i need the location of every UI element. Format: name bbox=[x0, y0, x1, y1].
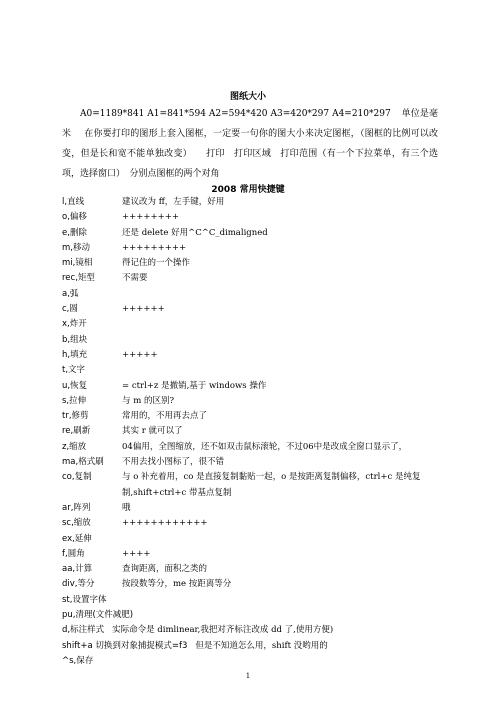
shortcut-command: b,组块 bbox=[62, 334, 88, 345]
shortcut-note: ++++ bbox=[122, 548, 151, 559]
shortcut-note: 与 o 补充着用，co 是直接复制黏贴一起，o 是按距离复制偏移，ctrl+c 是纯复制,shift+ctrl+c 带基点复制 bbox=[122, 472, 421, 498]
paper-size-paragraph bbox=[62, 104, 438, 184]
shortcut-command: shift+a 切换到对象捕捉模式=f3 bbox=[62, 640, 188, 651]
shortcut-note bbox=[122, 608, 442, 623]
shortcut-row bbox=[62, 639, 442, 654]
shortcut-note: 与 m 的区别? bbox=[122, 395, 175, 406]
shortcut-row bbox=[62, 348, 442, 363]
shortcut-command: re,刷新 bbox=[62, 426, 91, 437]
shortcut-command: l,直线 bbox=[62, 197, 85, 207]
shortcut-note: 04偏用，全图缩放，还不如双击鼠标滚轮，不过06中是改成全窗口显示了， bbox=[122, 441, 408, 452]
shortcut-command: div,等分 bbox=[62, 579, 95, 590]
shortcut-command: a,弧 bbox=[62, 288, 79, 299]
shortcut-note: +++++ bbox=[122, 349, 158, 360]
shortcut-row bbox=[62, 363, 442, 378]
shortcut-row bbox=[62, 501, 442, 516]
shortcut-note: 实际命令是 dimlinear,我把对齐标注改成 dd 了,使用方便) bbox=[112, 625, 334, 636]
shortcut-command: m,移动 bbox=[62, 242, 90, 253]
shortcut-row bbox=[62, 302, 442, 317]
shortcut-note: 不用去找小图标了，很不错 bbox=[122, 457, 225, 468]
shortcut-command: st,设置字体 bbox=[62, 594, 107, 605]
shortcut-note: 不需要 bbox=[122, 273, 148, 284]
shortcut-note: ++++++++++++ bbox=[122, 518, 208, 529]
shortcut-note: ++++++++ bbox=[122, 212, 179, 223]
shortcut-note bbox=[122, 317, 442, 332]
shortcut-note bbox=[122, 363, 442, 378]
shortcut-note: 查询距离，面积之类的 bbox=[122, 564, 208, 575]
shortcut-note: 但是不知道怎么用，shift 没哟用的 bbox=[195, 640, 328, 651]
shortcut-note: 常用的，不用再去点了 bbox=[122, 411, 208, 422]
shortcut-note: 其实 r 就可以了 bbox=[122, 426, 183, 437]
shortcut-command: sc,缩放 bbox=[62, 518, 91, 529]
section-title-shortcuts: 2008 常用快捷键 bbox=[211, 185, 285, 195]
shortcut-command: e,删除 bbox=[62, 227, 87, 238]
shortcut-command: z,缩放 bbox=[62, 441, 87, 452]
shortcut-command: ar,阵列 bbox=[62, 502, 91, 513]
shortcut-note bbox=[122, 654, 442, 669]
shortcut-row bbox=[62, 394, 442, 409]
shortcut-note: = ctrl+z 是撤销,基于 windows 操作 bbox=[122, 380, 267, 391]
shortcut-command: pu,清理(文件减肥) bbox=[62, 610, 134, 621]
shortcut-command: x,炸开 bbox=[62, 319, 87, 330]
shortcut-command: ma,格式刷 bbox=[62, 457, 104, 468]
shortcut-command: tr,修剪 bbox=[62, 411, 89, 422]
shortcut-command: ^s,保存 bbox=[62, 655, 94, 666]
shortcut-command: mi,镜相 bbox=[62, 258, 93, 269]
shortcut-row bbox=[62, 424, 442, 439]
shortcut-command: ex,延伸 bbox=[62, 533, 92, 544]
shortcut-note bbox=[122, 532, 442, 547]
shortcut-row bbox=[62, 532, 442, 547]
shortcut-command: u,恢复 bbox=[62, 380, 88, 391]
shortcut-row bbox=[62, 256, 442, 271]
shortcut-row bbox=[62, 470, 442, 501]
shortcut-row bbox=[62, 409, 442, 424]
shortcut-command: t,文字 bbox=[62, 365, 86, 376]
unit-note-text: 单位是毫米 bbox=[62, 109, 438, 139]
shortcut-row bbox=[62, 226, 442, 241]
shortcut-note: 还是 delete 好用^C^C_dimaligned bbox=[122, 227, 268, 238]
paper-size-body-text: 在你要打印的图形上套入图框，一定要一句你的图大小来决定图框，（图框的比例可以改变，但是长和宽不能单独改变） 打印 打印区域 打印范围（有一个下拉菜单，有三个选项，选择窗口） 分别点图框的两个对角 bbox=[62, 129, 438, 179]
shortcut-row bbox=[62, 623, 442, 638]
shortcut-row bbox=[62, 516, 442, 531]
paper-sizes-text: A0=1189*841 A1=841*594 A2=594*420 A3=420*297 A4=210*297 bbox=[80, 109, 391, 119]
shortcut-row bbox=[62, 287, 442, 302]
shortcut-command: aa,计算 bbox=[62, 564, 93, 575]
shortcut-list bbox=[62, 195, 442, 669]
shortcut-command: o,偏移 bbox=[62, 212, 87, 223]
shortcut-note bbox=[122, 593, 442, 608]
shortcut-note bbox=[122, 287, 442, 302]
shortcut-row bbox=[62, 577, 442, 592]
section-title-paper-size: 图纸大小 bbox=[229, 92, 266, 102]
shortcut-row bbox=[62, 455, 442, 470]
shortcut-row bbox=[62, 547, 442, 562]
shortcut-row bbox=[62, 210, 442, 225]
shortcut-row bbox=[62, 593, 442, 608]
shortcut-row bbox=[62, 654, 442, 669]
shortcut-command: d,标注样式 bbox=[62, 625, 105, 636]
shortcut-row bbox=[62, 317, 442, 332]
shortcut-note: 建议改为 ff，左手键，好用 bbox=[122, 197, 225, 207]
shortcut-row bbox=[62, 195, 442, 210]
shortcut-command: co,复制 bbox=[62, 472, 92, 483]
shortcut-command: h,填充 bbox=[62, 349, 88, 360]
shortcut-command: f,圆角 bbox=[62, 548, 85, 559]
shortcut-note: +++++++++ bbox=[122, 242, 187, 253]
shortcut-note: 按段数等分，me 按距离等分 bbox=[122, 579, 232, 590]
shortcut-command: rec,矩型 bbox=[62, 273, 95, 284]
shortcut-command: c,圆 bbox=[62, 304, 78, 315]
shortcut-note: 得记住的一个操作 bbox=[122, 258, 191, 269]
shortcut-note: 哦 bbox=[122, 502, 131, 513]
shortcut-row bbox=[62, 271, 442, 286]
shortcut-command: s,拉伸 bbox=[62, 395, 87, 406]
shortcut-row bbox=[62, 562, 442, 577]
shortcut-note: ++++++ bbox=[122, 304, 165, 315]
shortcut-note bbox=[122, 333, 442, 348]
shortcut-row bbox=[62, 608, 442, 623]
shortcut-row bbox=[62, 333, 442, 348]
shortcut-row bbox=[62, 241, 442, 256]
page-number: 1 bbox=[245, 672, 251, 680]
shortcut-row bbox=[62, 379, 442, 394]
shortcut-row bbox=[62, 440, 442, 455]
